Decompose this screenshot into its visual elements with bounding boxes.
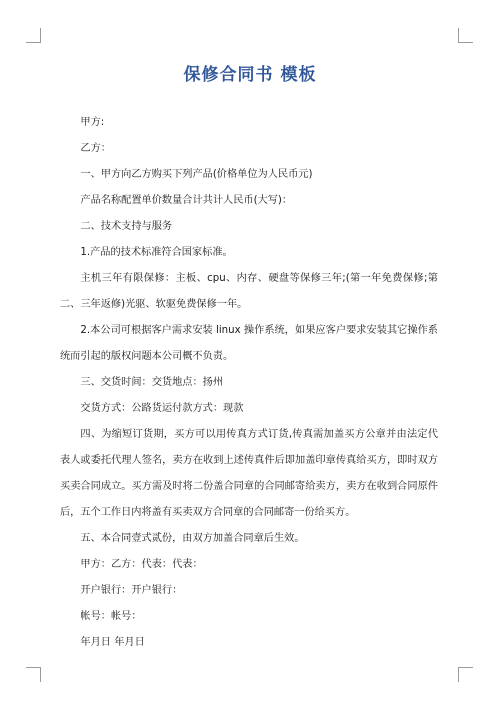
warranty-paragraph: 主机三年有限保修：主板、cpu、内存、硬盘等保修三年;(第一年免费保修;第二、三年返修)光驱、软驱免费保修一年。 <box>60 273 438 310</box>
clause-1: 1.产品的技术标准符合国家标准。 <box>80 247 233 258</box>
crop-mark-top-right <box>458 28 473 43</box>
account-line: 帐号：帐号： <box>80 611 142 622</box>
product-line: 产品名称配置单价数量合计共计人民币(大写)： <box>80 195 293 206</box>
section-5-paragraph: 五、本合同壹式贰份，由双方加盖合同章后生效。 <box>80 533 305 544</box>
bank-line: 开户银行：开户银行： <box>80 585 183 596</box>
section-4-paragraph: 四、为缩短订货期，买方可以用传真方式订货,传真需加盖买方公章并由法定代表人或委托代理人签名，卖方在收到上述传真件后即加盖印章传真给买方，即时双方买卖合同成立。买方需及时将二份盖合同章的合同邮寄给卖方，卖方在收到合同原件后，五个工作日内将盖有买卖双方合同章的合同邮寄一份给买方。 <box>60 429 438 518</box>
document-body <box>60 110 438 656</box>
representatives-line: 甲方：乙方：代表：代表： <box>80 559 203 570</box>
crop-mark-bottom-right <box>458 667 473 682</box>
party-b-line: 乙方： <box>80 143 111 154</box>
section-1-heading: 一、甲方向乙方购买下列产品(价格单位为人民币元) <box>80 169 313 180</box>
section-3-heading: 三、交货时间：交货地点：扬州 <box>80 377 224 388</box>
delivery-payment-line: 交货方式：公路货运付款方式：现款 <box>80 403 244 414</box>
document-title: 保修合同书 模板 <box>183 65 317 85</box>
clause-2: 2.本公司可根据客户需求安装 linux 操作系统，如果应客户要求安装其它操作系统而引起的版权问题本公司概不负责。 <box>60 325 438 362</box>
crop-mark-top-left <box>26 28 41 43</box>
date-line: 年月日 年月日 <box>80 637 145 648</box>
section-2-heading: 二、技术支持与服务 <box>80 221 173 232</box>
party-a-line: 甲方: <box>80 117 105 128</box>
crop-mark-bottom-left <box>26 667 41 682</box>
